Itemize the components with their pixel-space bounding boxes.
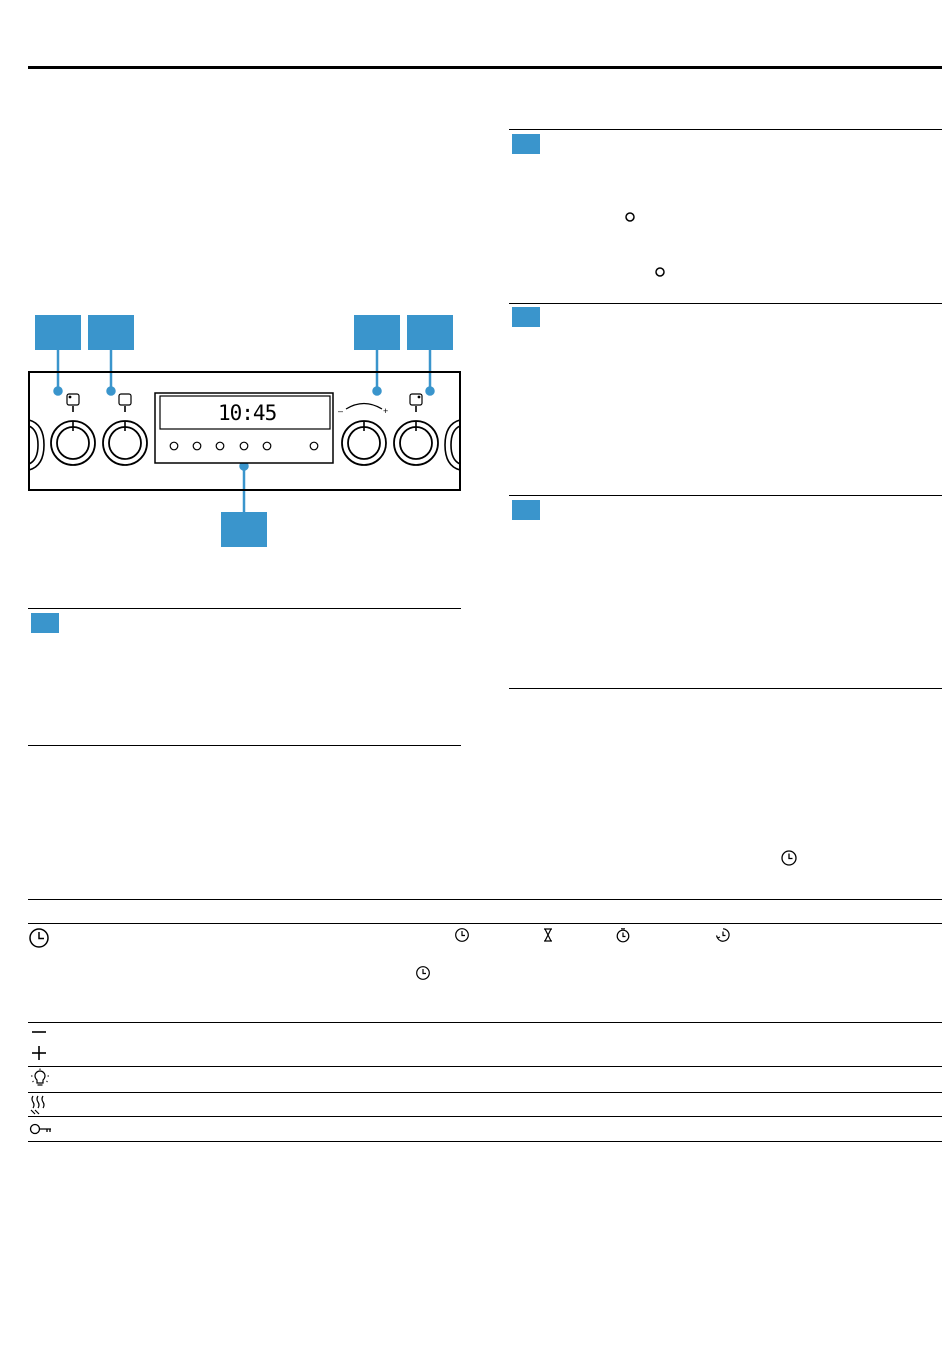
end-time-icon (715, 927, 731, 943)
table-rule (28, 1141, 942, 1142)
clock-icon (780, 849, 798, 867)
control-panel-diagram (0, 340, 470, 520)
table-rule (28, 1116, 942, 1117)
svg-text:+: + (383, 406, 389, 416)
clock-icon (415, 965, 431, 981)
lamp-icon (29, 1068, 51, 1090)
callout-tag (512, 307, 540, 327)
hourglass-icon (540, 927, 556, 943)
section-rule (509, 303, 942, 304)
svg-text:–: – (338, 406, 344, 416)
display-time: 10:45 (218, 401, 277, 425)
callout-tag (31, 613, 59, 633)
table-rule (28, 1092, 942, 1093)
table-rule (28, 1022, 942, 1023)
section-rule (509, 129, 942, 130)
section-rule (28, 745, 461, 746)
ring-icon (624, 211, 636, 223)
header-rule (28, 66, 942, 69)
ring-icon (654, 266, 666, 278)
cooking-time-icon (615, 927, 631, 943)
section-rule (509, 688, 942, 689)
section-rule (28, 608, 461, 609)
clock-icon (28, 927, 50, 949)
table-rule (28, 899, 942, 900)
table-rule (28, 923, 942, 924)
section-rule (509, 495, 942, 496)
clock-icon (454, 927, 470, 943)
key-icon (29, 1120, 53, 1138)
rapid-heat-icon (29, 1094, 49, 1116)
minus-plus-icons (30, 1025, 48, 1063)
callout-tag (512, 500, 540, 520)
table-rule (28, 1066, 942, 1067)
callout-tag (512, 134, 540, 154)
